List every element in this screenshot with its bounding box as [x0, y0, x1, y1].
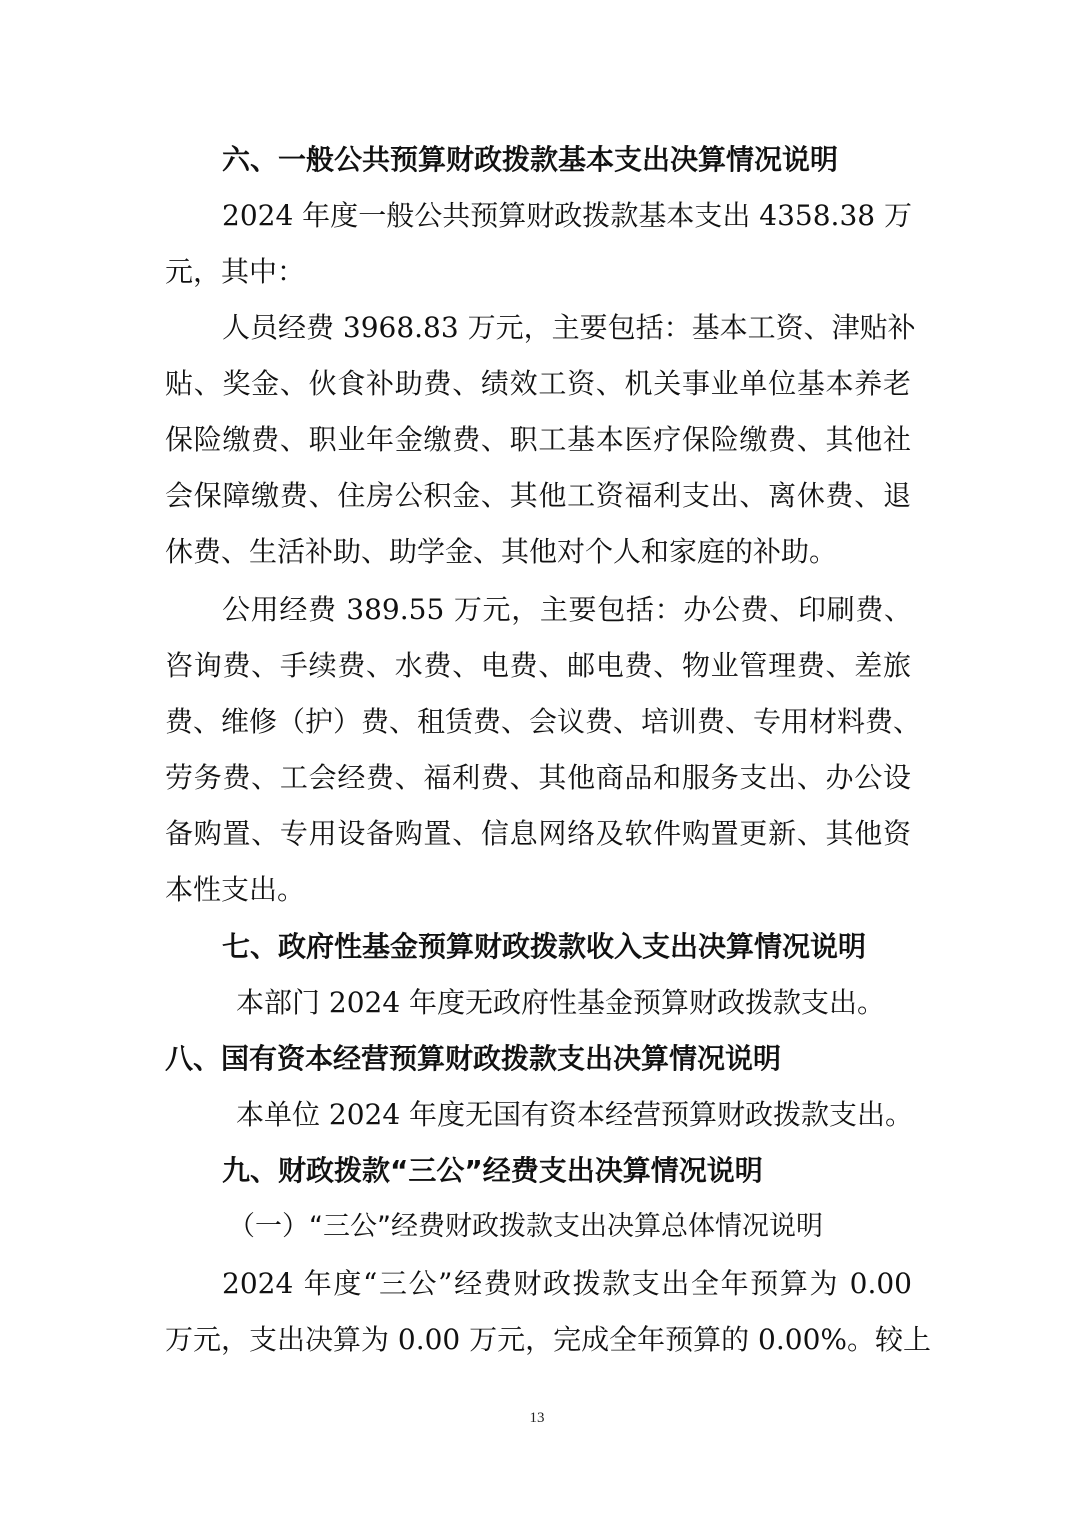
section-nine-subheading: （一）“三公”经费财政拨款支出决算总体情况说明 — [228, 1211, 823, 1242]
public-line-6: 本性支出。 — [165, 873, 306, 906]
personnel-line-2: 贴、奖金、伙食补助费、绩效工资、机关事业单位基本养老 — [165, 367, 911, 400]
page-number: 13 — [529, 1410, 545, 1426]
section-eight-heading: 八、国有资本经营预算财政拨款支出决算情况说明 — [165, 1042, 782, 1075]
section-six-intro-line-1: 2024 年度一般公共预算财政拨款基本支出 4358.38 万 — [222, 199, 912, 232]
public-line-2: 咨询费、手续费、水费、电费、邮电费、物业管理费、差旅 — [165, 649, 911, 682]
public-line-3: 费、维修（护）费、租赁费、会议费、培训费、专用材料费、 — [165, 705, 922, 738]
section-nine-heading: 九、财政拨款“三公”经费支出决算情况说明 — [222, 1154, 763, 1187]
personnel-line-3: 保险缴费、职业年金缴费、职工基本医疗保险缴费、其他社 — [165, 423, 911, 456]
section-seven-body: 本部门 2024 年度无政府性基金预算财政拨款支出。 — [236, 986, 886, 1019]
public-line-4: 劳务费、工会经费、福利费、其他商品和服务支出、办公设 — [165, 761, 911, 794]
personnel-line-4: 会保障缴费、住房公积金、其他工资福利支出、离休费、退 — [165, 479, 911, 512]
public-line-5: 备购置、专用设备购置、信息网络及软件购置更新、其他资 — [165, 817, 911, 850]
section-nine-body-line-1: 2024 年度“三公”经费财政拨款支出全年预算为 0.00 — [222, 1267, 912, 1300]
section-six-intro-line-2: 元，其中： — [165, 255, 306, 288]
section-seven-heading: 七、政府性基金预算财政拨款收入支出决算情况说明 — [222, 930, 867, 963]
personnel-line-1: 人员经费 3968.83 万元，主要包括：基本工资、津贴补 — [222, 311, 916, 344]
section-six-heading: 六、一般公共预算财政拨款基本支出决算情况说明 — [222, 143, 839, 176]
section-nine-body-line-2: 万元，支出决算为 0.00 万元，完成全年预算的 0.00%。较上 — [165, 1323, 931, 1356]
public-line-1: 公用经费 389.55 万元，主要包括：办公费、印刷费、 — [222, 593, 912, 626]
personnel-line-5: 休费、生活补助、助学金、其他对个人和家庭的补助。 — [165, 535, 838, 568]
section-eight-body: 本单位 2024 年度无国有资本经营预算财政拨款支出。 — [236, 1098, 914, 1131]
